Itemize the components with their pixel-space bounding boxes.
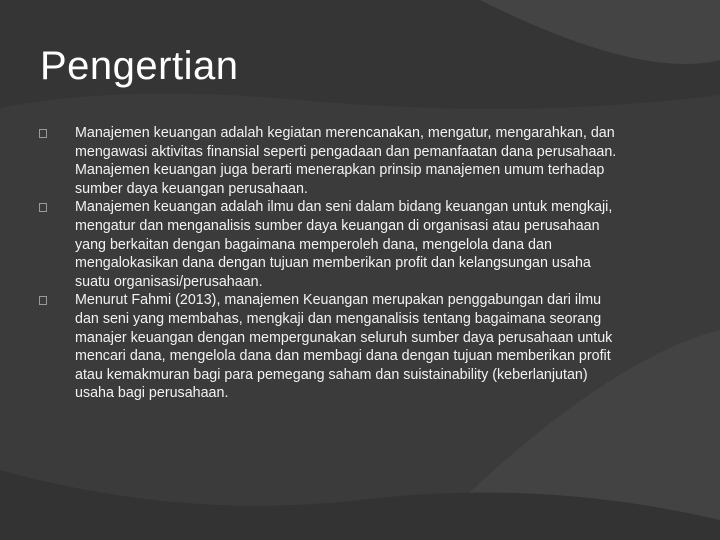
square-bullet-icon [39,129,47,138]
bullet-text: Menurut Fahmi (2013), manajemen Keuangan merupakan penggabungan dari ilmu dan seni yang membahas, mengkaji dan menganalisis tentang bagaimana seorang manajer keuangan dengan mempergunakan seluruh sumber daya perusahaan untuk mencari dana, mengelola dana dan membagi dana dengan tujuan memberikan profit atau kemakmuran bagi para pemegang saham dan suistainability (keberlanjutan) usaha bagi perusahaan. [75,292,613,402]
bullet-list [38,124,624,403]
bullet-text: Manajemen keuangan adalah ilmu dan seni dalam bidang keuangan untuk mengkaji, mengatur dan menganalisis sumber daya keuangan di organisasi atau perusahaan yang berkaitan dengan bagaimana memperoleh dana, mengelola dana dan mengalokasikan dana dengan tujuan memberikan profit dan kelangsungan usaha suatu organisasi/perusahaan. [75,199,613,290]
bullet-text: Manajemen keuangan adalah kegiatan merencanakan, mengatur, mengarahkan, dan mengawasi aktivitas finansial seperti pengadaan dan pemanfaatan dana perusahaan. Manajemen keuangan juga berarti menerapkan prinsip manajemen umum terhadap sumber daya keuangan perusahaan. [75,125,617,197]
page-title: Pengertian [40,44,239,88]
square-bullet-icon [39,296,47,305]
list-item [38,198,624,291]
list-item [38,124,624,198]
square-bullet-icon [39,203,47,212]
list-item [38,291,624,403]
